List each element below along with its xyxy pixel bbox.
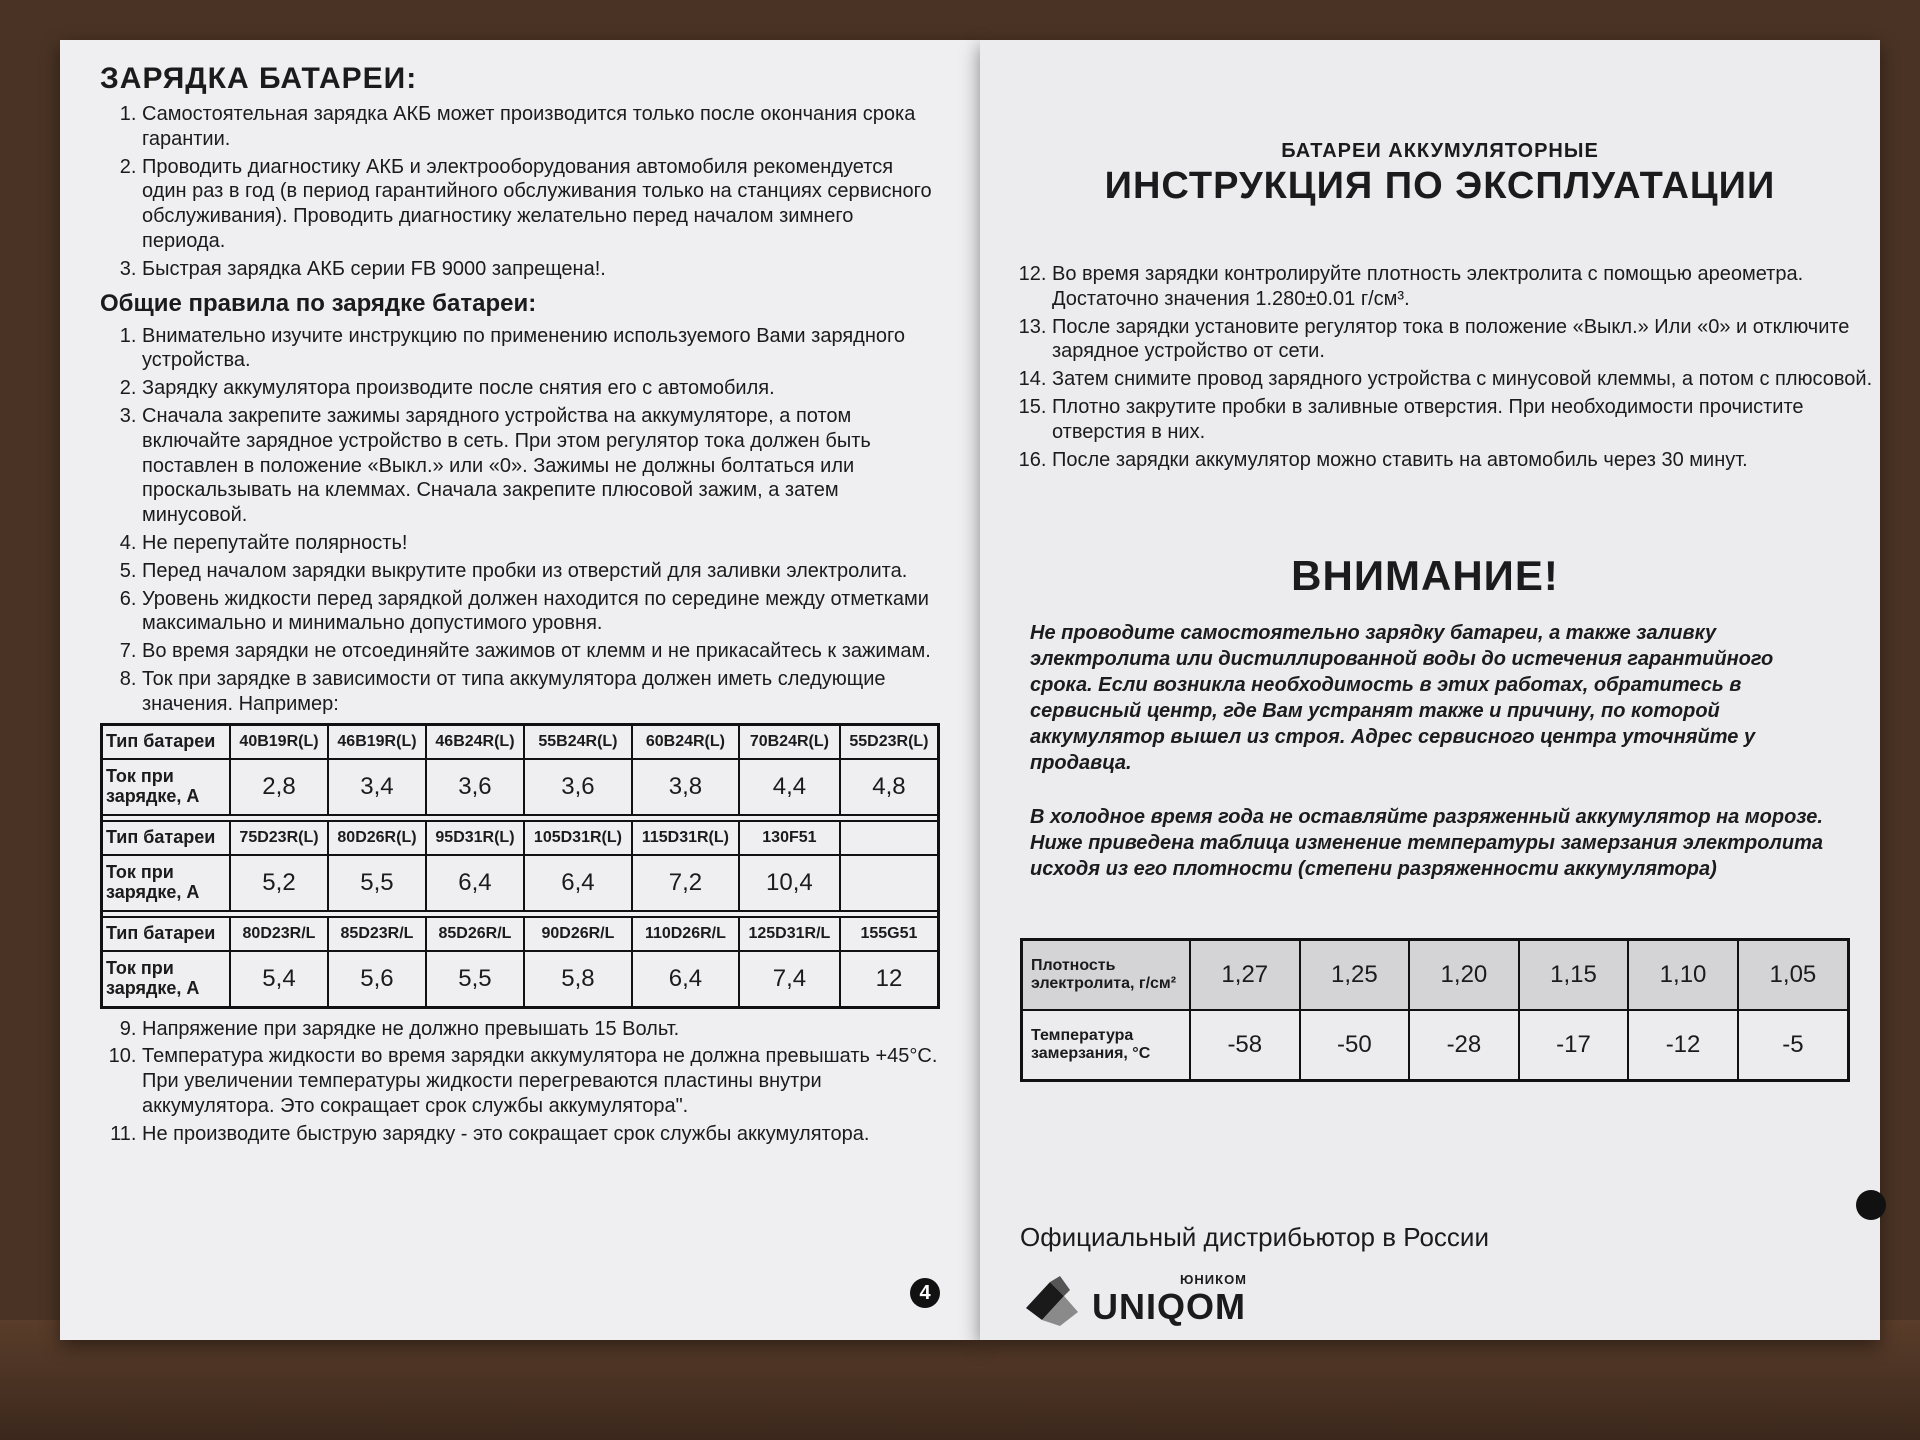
battery-type-cell: 46B19R(L) — [328, 724, 426, 759]
charging-current-label: Ток при зарядке, А — [102, 951, 231, 1008]
attention-paragraph: Не проводите самостоятельно зарядку батареи, а также заливку электролита или дистиллированной воды до истечения гарантийного срока. Если возникла необходимость в этих работах, обратитесь в сервисный центр, где Вам устранят также и причину, по которой аккумулятор вышел из строя. Адрес сервисного центра уточняйте у продавца. — [1030, 622, 1774, 774]
charging-current-row — [102, 951, 939, 1008]
density-label: Плотность электролита, г/см² — [1022, 940, 1191, 1011]
battery-type-row — [102, 821, 939, 855]
heading: ИНСТРУКЦИЯ ПО ЭКСПЛУАТАЦИИ — [1104, 165, 1776, 207]
left-page-content — [100, 62, 940, 1150]
charging-steps-list — [1010, 262, 1882, 475]
charging-current-cell: 5,2 — [230, 855, 328, 911]
charging-current-cell: 2,8 — [230, 759, 328, 815]
rule-item: 3. Сначала закрепите зажимы зарядного устройства на аккумуляторе, а потом включайте зарядное устройство в сеть. При этом регулятор тока должен быть поставлен в положение «Выкл.» или «0». Зажимы не должны болтаться или проскальзывать на клеммах. Сначала закрепите плюсовой зажим, а затем минусовой. — [142, 404, 940, 528]
step-item: 14. Затем снимите провод зарядного устройства с минусовой клеммы, а потом с плюсовой. — [1052, 367, 1882, 392]
logo-small-text: ЮНИКОМ — [1180, 1272, 1248, 1287]
charging-current-cell: 3,4 — [328, 759, 426, 815]
density-cell: 1,15 — [1519, 940, 1629, 1011]
charging-current-cell: 3,8 — [632, 759, 739, 815]
step-item: 12. Во время зарядки контролируйте плотность электролита с помощью ареометра. Достаточно значения 1.280±0.01 г/см³. — [1052, 262, 1882, 312]
charging-current-row — [102, 855, 939, 911]
battery-type-cell: 85D26R/L — [426, 917, 524, 951]
tail-item: 10. Температура жидкости во время зарядки аккумулятора не должна превышать +45°С. При увеличении температуры жидкости перегреваются пластины внутри аккумулятора. Это сокращает срок службы аккумулятора". — [142, 1044, 940, 1118]
rule-item: 6. Уровень жидкости перед зарядкой должен находится по середине между отметками максимально и минимально допустимого уровня. — [142, 587, 940, 637]
freezing-temp-cell: -17 — [1519, 1010, 1629, 1081]
density-cell: 1,10 — [1628, 940, 1738, 1011]
battery-type-cell: 46B24R(L) — [426, 724, 524, 759]
charging-current-cell: 5,8 — [524, 951, 632, 1008]
distributor-text: Официальный дистрибьютор в России — [1020, 1222, 1489, 1252]
density-cell: 1,05 — [1738, 940, 1849, 1011]
intro-item: 2. Проводить диагностику АКБ и электрооборудования автомобиля рекомендуется один раз в год (в период гарантийного обслуживания только на станциях сервисного обслуживания). Проводить диагностику желательно перед началом зимнего периода. — [142, 155, 940, 254]
charging-current-cell: 4,4 — [739, 759, 840, 815]
freezing-point-table — [1020, 938, 1850, 1082]
battery-type-cell: 125D31R/L — [739, 917, 840, 951]
charging-current-cell: 6,4 — [524, 855, 632, 911]
density-cell: 1,20 — [1409, 940, 1519, 1011]
battery-type-row — [102, 724, 939, 759]
charging-current-cell — [840, 855, 939, 911]
charging-current-cell: 3,6 — [426, 759, 524, 815]
charging-current-row — [102, 759, 939, 815]
right-page — [980, 40, 1880, 1340]
charging-title: ЗАРЯДКА БАТАРЕИ: — [100, 62, 418, 95]
battery-type-label: Тип батареи — [102, 917, 231, 951]
battery-type-cell: 60B24R(L) — [632, 724, 739, 759]
freezing-temp-row — [1022, 1010, 1849, 1081]
battery-type-cell: 55B24R(L) — [524, 724, 632, 759]
battery-type-cell: 70B24R(L) — [739, 724, 840, 759]
freezing-temp-label: Температура замерзания, °С — [1022, 1010, 1191, 1081]
charging-current-cell: 5,5 — [426, 951, 524, 1008]
battery-type-cell: 155G51 — [840, 917, 939, 951]
rule-item: 4. Не перепутайте полярность! — [142, 531, 940, 556]
density-cell: 1,25 — [1300, 940, 1410, 1011]
subheading: БАТАРЕИ АККУМУЛЯТОРНЫЕ — [1281, 140, 1599, 162]
charging-current-cell: 5,6 — [328, 951, 426, 1008]
battery-type-cell: 110D26R/L — [632, 917, 739, 951]
battery-type-cell: 115D31R(L) — [632, 821, 739, 855]
charging-current-cell: 7,4 — [739, 951, 840, 1008]
battery-type-cell: 55D23R(L) — [840, 724, 939, 759]
battery-current-table — [100, 723, 940, 1009]
tail-list — [100, 1017, 940, 1147]
density-row — [1022, 940, 1849, 1011]
rule-item: 8. Ток при зарядке в зависимости от типа аккумулятора должен иметь следующие значения. Например: — [142, 667, 940, 717]
intro-list — [100, 102, 940, 282]
battery-type-cell: 75D23R(L) — [230, 821, 328, 855]
cold-weather-paragraph: В холодное время года не оставляйте разряженный аккумулятор на морозе. Ниже приведена таблица изменение температуры замерзания электролита исходя из его плотности (степени разряженности аккумулятора) — [1030, 806, 1823, 880]
battery-type-cell — [840, 821, 939, 855]
step-item: 15. Плотно закрутите пробки в заливные отверстия. При необходимости прочистите отверстия в них. — [1052, 395, 1882, 445]
battery-type-row — [102, 917, 939, 951]
intro-item: 3. Быстрая зарядка АКБ серии FB 9000 запрещена!. — [142, 257, 940, 282]
charging-current-label: Ток при зарядке, А — [102, 759, 231, 815]
rule-item: 1. Внимательно изучите инструкцию по применению используемого Вами зарядного устройства. — [142, 324, 940, 374]
charging-current-cell: 5,5 — [328, 855, 426, 911]
freezing-temp-cell: -50 — [1300, 1010, 1410, 1081]
rules-list — [100, 324, 940, 717]
battery-type-cell: 105D31R(L) — [524, 821, 632, 855]
step-item: 16. После зарядки аккумулятор можно ставить на автомобиль через 30 минут. — [1052, 448, 1882, 473]
charging-current-cell: 10,4 — [739, 855, 840, 911]
uniqom-logo — [1020, 1268, 1280, 1338]
charging-current-cell: 7,2 — [632, 855, 739, 911]
logo-main-text: UNIQOM — [1092, 1286, 1246, 1327]
battery-type-cell: 130F51 — [739, 821, 840, 855]
logo-mark-icon — [1020, 1268, 1084, 1332]
battery-type-cell: 85D23R/L — [328, 917, 426, 951]
step-item: 13. После зарядки установите регулятор тока в положение «Выкл.» Или «0» и отключите зарядное устройство от сети. — [1052, 315, 1882, 365]
left-page — [60, 40, 981, 1340]
battery-type-cell: 40B19R(L) — [230, 724, 328, 759]
battery-type-label: Тип батареи — [102, 821, 231, 855]
charging-current-cell: 12 — [840, 951, 939, 1008]
density-cell: 1,27 — [1190, 940, 1300, 1011]
freezing-temp-cell: -28 — [1409, 1010, 1519, 1081]
page-number: 4 — [910, 1278, 940, 1308]
charging-current-cell: 6,4 — [632, 951, 739, 1008]
freezing-temp-cell: -58 — [1190, 1010, 1300, 1081]
battery-type-cell: 95D31R(L) — [426, 821, 524, 855]
battery-type-label: Тип батареи — [102, 724, 231, 759]
intro-item: 1. Самостоятельная зарядка АКБ может производится только после окончания срока гарантии. — [142, 102, 940, 152]
battery-type-cell: 80D26R(L) — [328, 821, 426, 855]
charging-current-cell: 5,4 — [230, 951, 328, 1008]
charging-current-cell: 3,6 — [524, 759, 632, 815]
rules-title: Общие правила по зарядке батареи: — [100, 289, 537, 317]
rule-item: 5. Перед началом зарядки выкрутите пробки из отверстий для заливки электролита. — [142, 559, 940, 584]
battery-type-cell: 80D23R/L — [230, 917, 328, 951]
attention-title: ВНИМАНИЕ! — [1291, 552, 1559, 599]
tail-item: 9. Напряжение при зарядке не должно превышать 15 Вольт. — [142, 1017, 940, 1042]
rule-item: 7. Во время зарядки не отсоединяйте зажимов от клемм и не прикасайтесь к зажимам. — [142, 639, 940, 664]
freezing-temp-cell: -12 — [1628, 1010, 1738, 1081]
freezing-temp-cell: -5 — [1738, 1010, 1849, 1081]
page-number-right — [1856, 1190, 1886, 1220]
charging-current-cell: 6,4 — [426, 855, 524, 911]
rule-item: 2. Зарядку аккумулятора производите после снятия его с автомобиля. — [142, 376, 940, 401]
tail-item: 11. Не производите быструю зарядку - это сокращает срок службы аккумулятора. — [142, 1122, 940, 1147]
battery-type-cell: 90D26R/L — [524, 917, 632, 951]
charging-current-cell: 4,8 — [840, 759, 939, 815]
instruction-header — [1010, 140, 1870, 208]
charging-current-label: Ток при зарядке, А — [102, 855, 231, 911]
